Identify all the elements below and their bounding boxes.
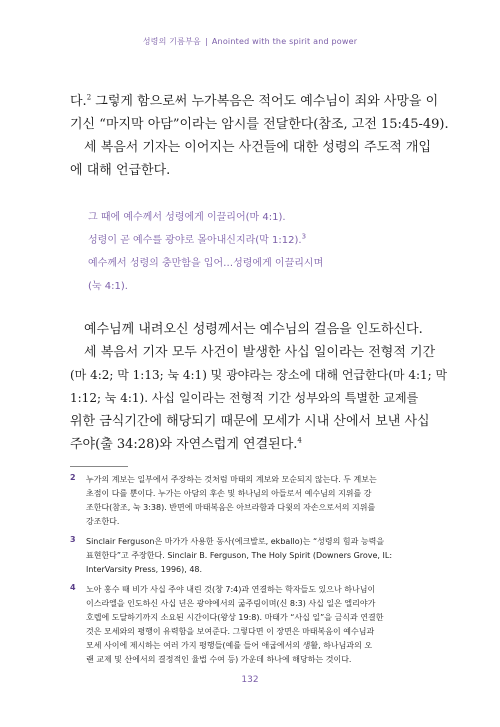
footnote-line: 노아 홍수 때 비가 사십 주야 내린 것(창 7:4)과 연결하는 학자들도 있으나 하나님이: [86, 585, 376, 594]
header-english-title: Anointed with the spirit and power: [211, 37, 358, 46]
paragraph-1-line: 세 복음서 기자는 이어지는 사건들에 대한 성령의 주도적 개입: [84, 140, 432, 155]
paragraph-1-line: 다.$^2$ 그렇게 함으로써 누가복음은 적어도 예수님이 죄와 사망을 이: [70, 93, 439, 109]
footnote-line: 호렙에 도달하기까지 소요된 시간이다(왕상 19:8). 마태가 “사십 일”을 금식과 연결한: [86, 613, 384, 622]
footnote-4: [70, 583, 436, 667]
paragraph-2-line: 예수님께 내려오신 성령께서는 예수님의 걸음을 인도하신다.: [84, 322, 423, 337]
paragraph-2-line: 세 복음서 기자 모두 사건이 발생한 사십 일이라는 전형적 기간: [84, 345, 436, 360]
footnote-line: 것은 모세와의 평행이 유력함을 보여준다. 그렇다면 이 장면은 마태복음이 예수님과: [86, 627, 375, 636]
footnote-line: InterVarsity Press, 1996), 48.: [86, 565, 203, 574]
footnote-number: 4: [70, 583, 76, 592]
quote-line: 예수께서 성령의 충만함을 입어…성령에게 이끌리시며: [88, 258, 324, 269]
footnote-number: 2: [70, 473, 76, 482]
scripture-quote-block: [88, 206, 428, 298]
footnote-ref-2[interactable]: 2: [86, 93, 92, 102]
footnote-line: 이스라엘을 인도하신 사십 년은 광야에서의 굶주림이며(신 8:3) 사십 일은 엘리야가: [86, 599, 376, 608]
footnote-number: 3: [70, 535, 76, 544]
paragraph-2-line: (마 4:2; 막 1:13; 눅 4:1) 및 광야라는 장소에 대해 언급한다(마 4:1; 막: [70, 368, 448, 382]
header-korean-title: 성령의 기름부음: [142, 37, 201, 46]
footnote-line: 모세 사이에 제시하는 여러 가지 평행들(예를 들어 애굽에서의 생활, 하나님과의 오: [86, 641, 373, 650]
footnote-line: 조한다(참조, 눅 3:38). 반면에 마태복음은 아브라함과 다윗의 자손으로서의 지위를: [86, 503, 376, 512]
footnote-ref-4[interactable]: 4: [297, 436, 302, 445]
paragraph-1: [70, 90, 449, 182]
footnote-line: 강조한다.: [86, 517, 120, 526]
running-header: [0, 36, 500, 47]
footnote-divider: [70, 466, 128, 467]
paragraph-2: [70, 318, 448, 456]
quote-line: 성령이 곧 예수를 광야로 몰아내신지라(막 1:12).$^3$: [88, 232, 307, 246]
footnote-line: 초점이 다를 뿐이다. 누가는 아담의 후손 및 하나님의 아들로서 예수님의 지위를 강: [86, 489, 372, 498]
footnote-ref-3[interactable]: 3: [301, 232, 307, 241]
footnotes-section: [70, 473, 436, 673]
quote-line: (눅 4:1).: [88, 281, 128, 292]
footnote-line: 표현한다”고 주장한다. Sinclair B. Ferguson, The Holy Spirit (Downers Grove, IL:: [86, 551, 393, 560]
footnote-line: Sinclair Ferguson은 마가가 사용한 동사(에크발로, ekballo)는 “성령의 힘과 능력을: [86, 537, 385, 546]
footnote-line: 랜 교제 및 산에서의 결정적인 율법 수여 등) 가운데 하나에 해당하는 것이다.: [86, 655, 352, 664]
paragraph-2-line: 1:12; 눅 4:1). 사십 일이라는 전형적 기간 성부와의 특별한 교제를: [70, 391, 419, 405]
paragraph-2-line: 위한 금식기간에 해당되기 때문에 모세가 시내 산에서 보낸 사십: [70, 414, 430, 429]
header-separator: |: [204, 37, 208, 46]
quote-line: 그 때에 예수께서 성령에게 이끌리어(마 4:1).: [88, 212, 286, 223]
footnote-line: 누가의 계보는 일부에서 주장하는 것처럼 마태의 계보와 모순되지 않는다. 두 계보는: [86, 475, 377, 484]
paragraph-1-line: 에 대해 언급한다.: [70, 163, 171, 178]
page-number: 132: [241, 675, 259, 685]
paragraph-2-line: 주야(출 34:28)와 자연스럽게 연결된다.$^4$: [70, 436, 302, 452]
paragraph-1-line: 기신 “마지막 아담”이라는 암시를 전달한다(참조, 고전 15:45-49).: [70, 117, 449, 132]
footnote-2: [70, 473, 436, 529]
footnote-3: [70, 535, 436, 577]
